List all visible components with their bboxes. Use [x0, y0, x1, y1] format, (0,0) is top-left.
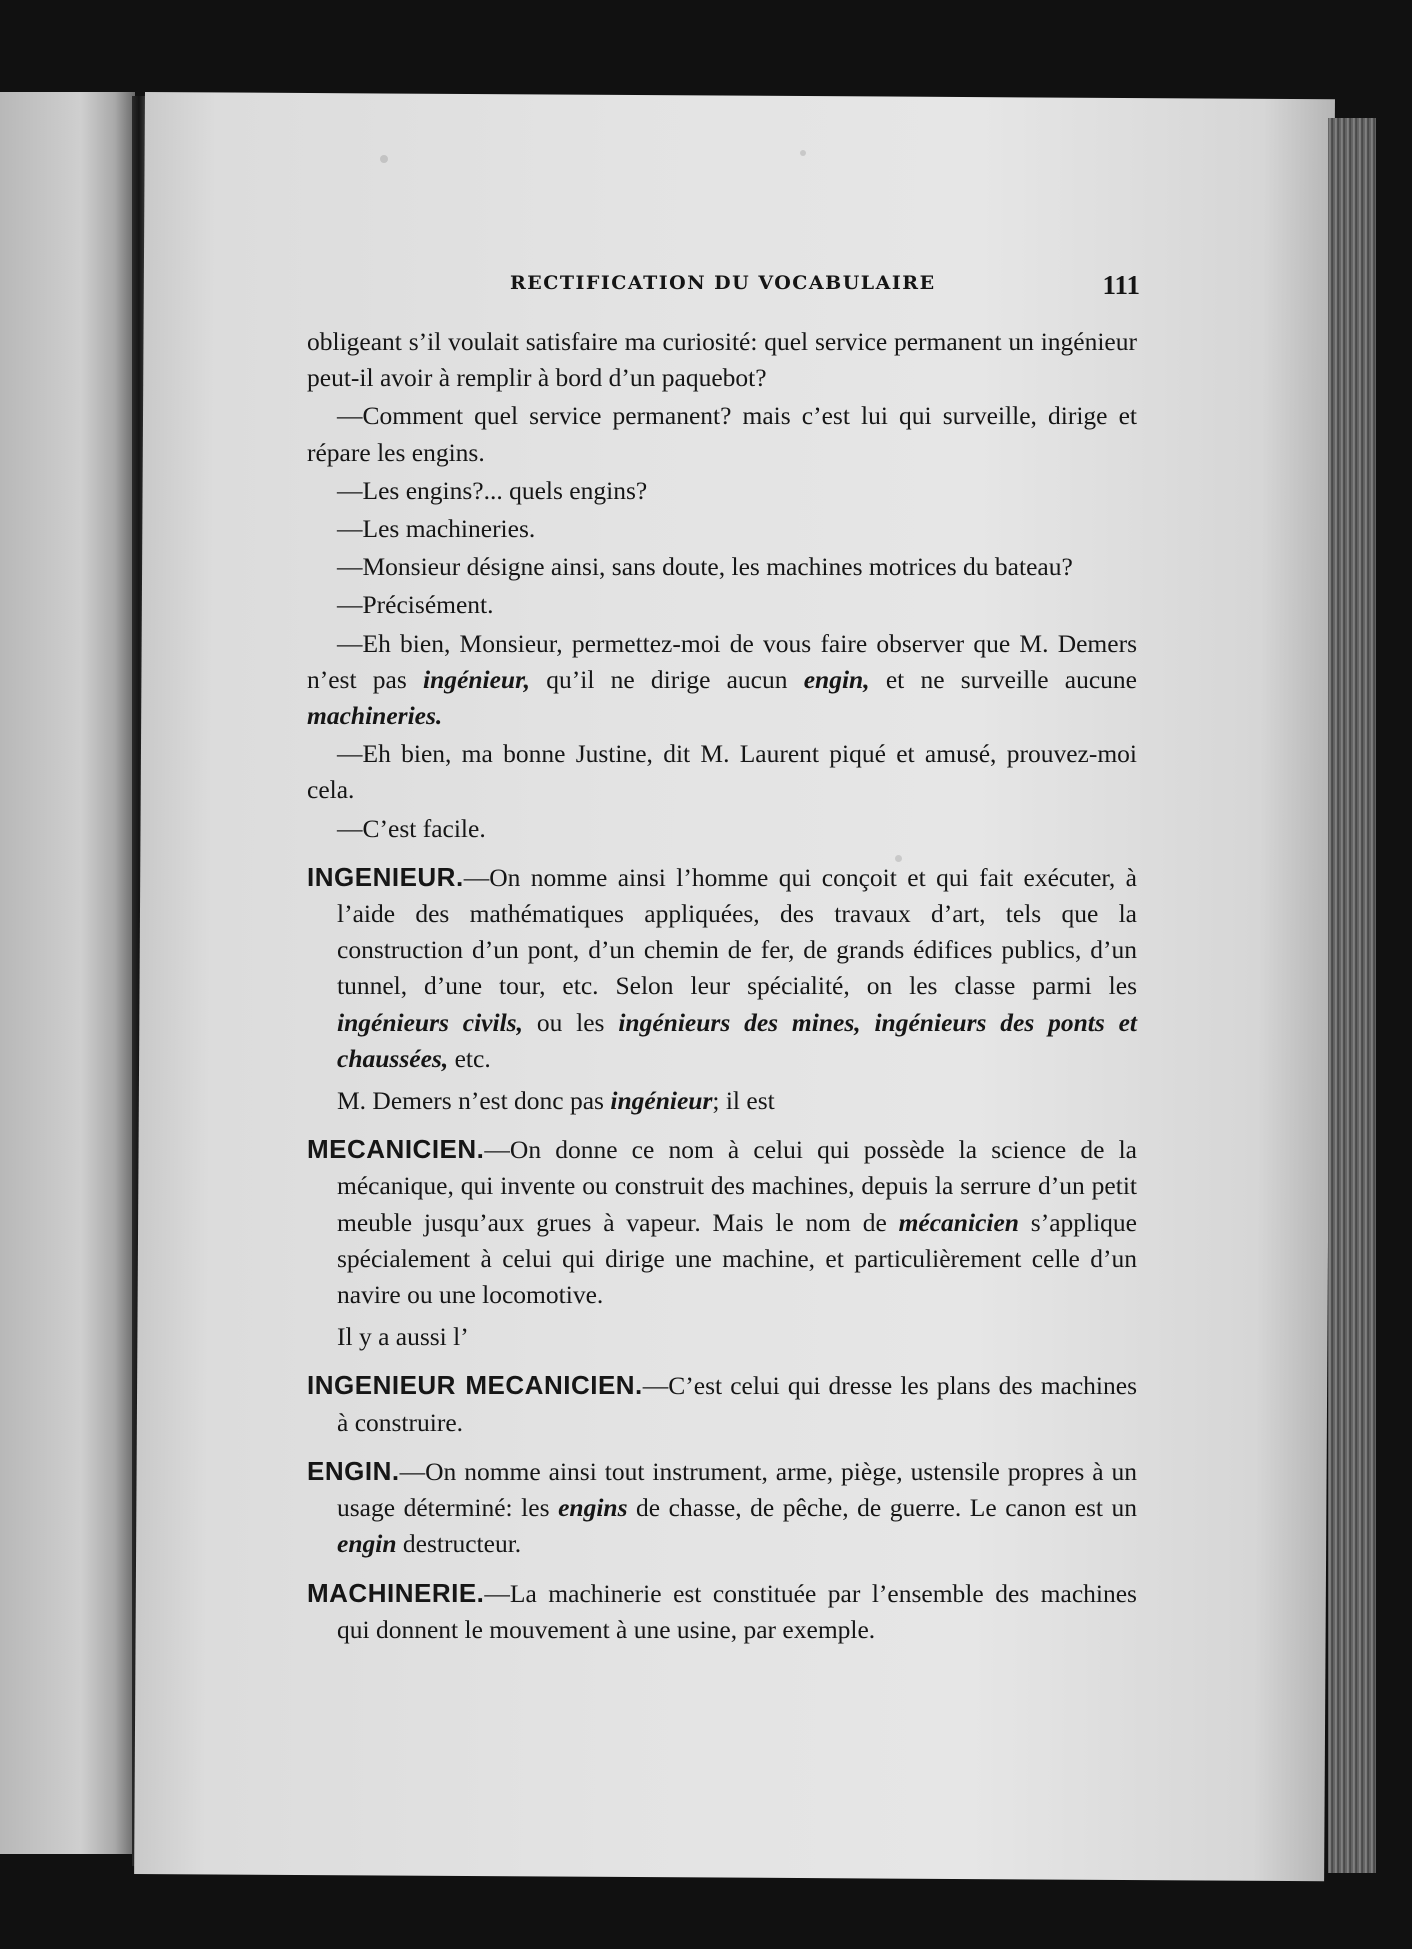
emphasis: machineries.	[307, 701, 443, 731]
paragraph: —Eh bien, Monsieur, permettez-moi de vous faire observer que M. Demers n’est pas ingénieur, qu’il ne dirige aucun engin, et ne surveille aucune machineries.	[307, 628, 1137, 731]
entry-machinerie: MACHINERIE.—La machinerie est constituée par l’ensemble des machines qui donnent le mouvement à une usine, par exemple.	[307, 1577, 1137, 1644]
emphasis: ingénieur	[610, 1086, 713, 1116]
entry-term: INGENIEUR MECANICIEN.	[307, 1370, 643, 1401]
entry-engin: ENGIN.—On nomme ainsi tout instrument, arme, piège, ustensile propres à un usage déterminé: les engins de chasse, de pêche, de guerre. Le canon est un engin destructeur.	[307, 1455, 1138, 1559]
emphasis: ingénieur,	[423, 664, 531, 694]
emphasis: engin	[337, 1529, 397, 1559]
paragraph: obligeant s’il voulait satisfaire ma curiosité: quel service permanent un ingénieur peut-il avoir à remplir à bord d’un paquebot?	[307, 327, 1137, 393]
paragraph: Il y a aussi l’	[337, 1322, 469, 1352]
entry-ingenieur-mecanicien: INGENIEUR MECANICIEN.—C’est celui qui dresse les plans des machines à construire.	[307, 1370, 1138, 1437]
paragraph: —Monsieur désigne ainsi, sans doute, les machines motrices du bateau?	[337, 552, 1073, 582]
speck	[800, 150, 806, 156]
entry-mecanicien: MECANICIEN.—On donne ce nom à celui qui possède la science de la mécanique, qui invente ou construit des machines, depuis la serrure d’un petit meuble jusqu’aux grues à vapeur. Mais le nom de mécanicien s’applique spécialement à celui qui dirige une machine, et particulièrement celle d’un navire ou une locomotive.	[307, 1134, 1137, 1310]
page-edges	[1328, 118, 1376, 1873]
paragraph: —Les machineries.	[337, 514, 536, 544]
page-text	[307, 324, 1137, 1654]
emphasis: engins	[558, 1493, 628, 1523]
entry-term: INGENIEUR.	[307, 861, 464, 892]
previous-page-edge	[0, 92, 135, 1854]
paragraph: —Les engins?... quels engins?	[337, 475, 648, 505]
paragraph: —Précisément.	[337, 590, 494, 620]
emphasis: engin,	[803, 664, 870, 694]
emphasis: mécanicien	[898, 1207, 1019, 1237]
page-number: 111	[1102, 270, 1140, 300]
paragraph: —Eh bien, ma bonne Justine, dit M. Laurent piqué et amusé, prouvez-moi cela.	[307, 739, 1137, 805]
entry-term: MACHINERIE.	[307, 1577, 485, 1608]
running-title: RECTIFICATION DU VOCABULAIRE	[510, 272, 936, 294]
speck	[380, 155, 388, 163]
paragraph: —Comment quel service permanent? mais c’est lui qui surveille, dirige et répare les engins.	[307, 401, 1137, 467]
emphasis: ingénieurs des mines, ingénieurs des ponts et chaussées,	[337, 1007, 1138, 1073]
paragraph: M. Demers n’est donc pas ingénieur; il est	[337, 1086, 775, 1116]
running-header	[510, 270, 1140, 310]
paragraph: —C’est facile.	[337, 813, 486, 843]
emphasis: ingénieurs civils,	[337, 1007, 523, 1037]
entry-term: ENGIN.	[307, 1455, 400, 1486]
entry-ingenieur: INGENIEUR.—On nomme ainsi l’homme qui conçoit et qui fait exécuter, à l’aide des mathématiques appliquées, des travaux d’art, tels que la construction d’un pont, d’un chemin de fer, de grands édifices publics, d’un tunnel, d’une tour, etc. Selon leur spécialité, on les classe parmi les ingénieurs civils, ou les ingénieurs des mines, ingénieurs des ponts et chaussées, etc.	[307, 861, 1138, 1073]
entry-term: MECANICIEN.	[307, 1134, 485, 1165]
